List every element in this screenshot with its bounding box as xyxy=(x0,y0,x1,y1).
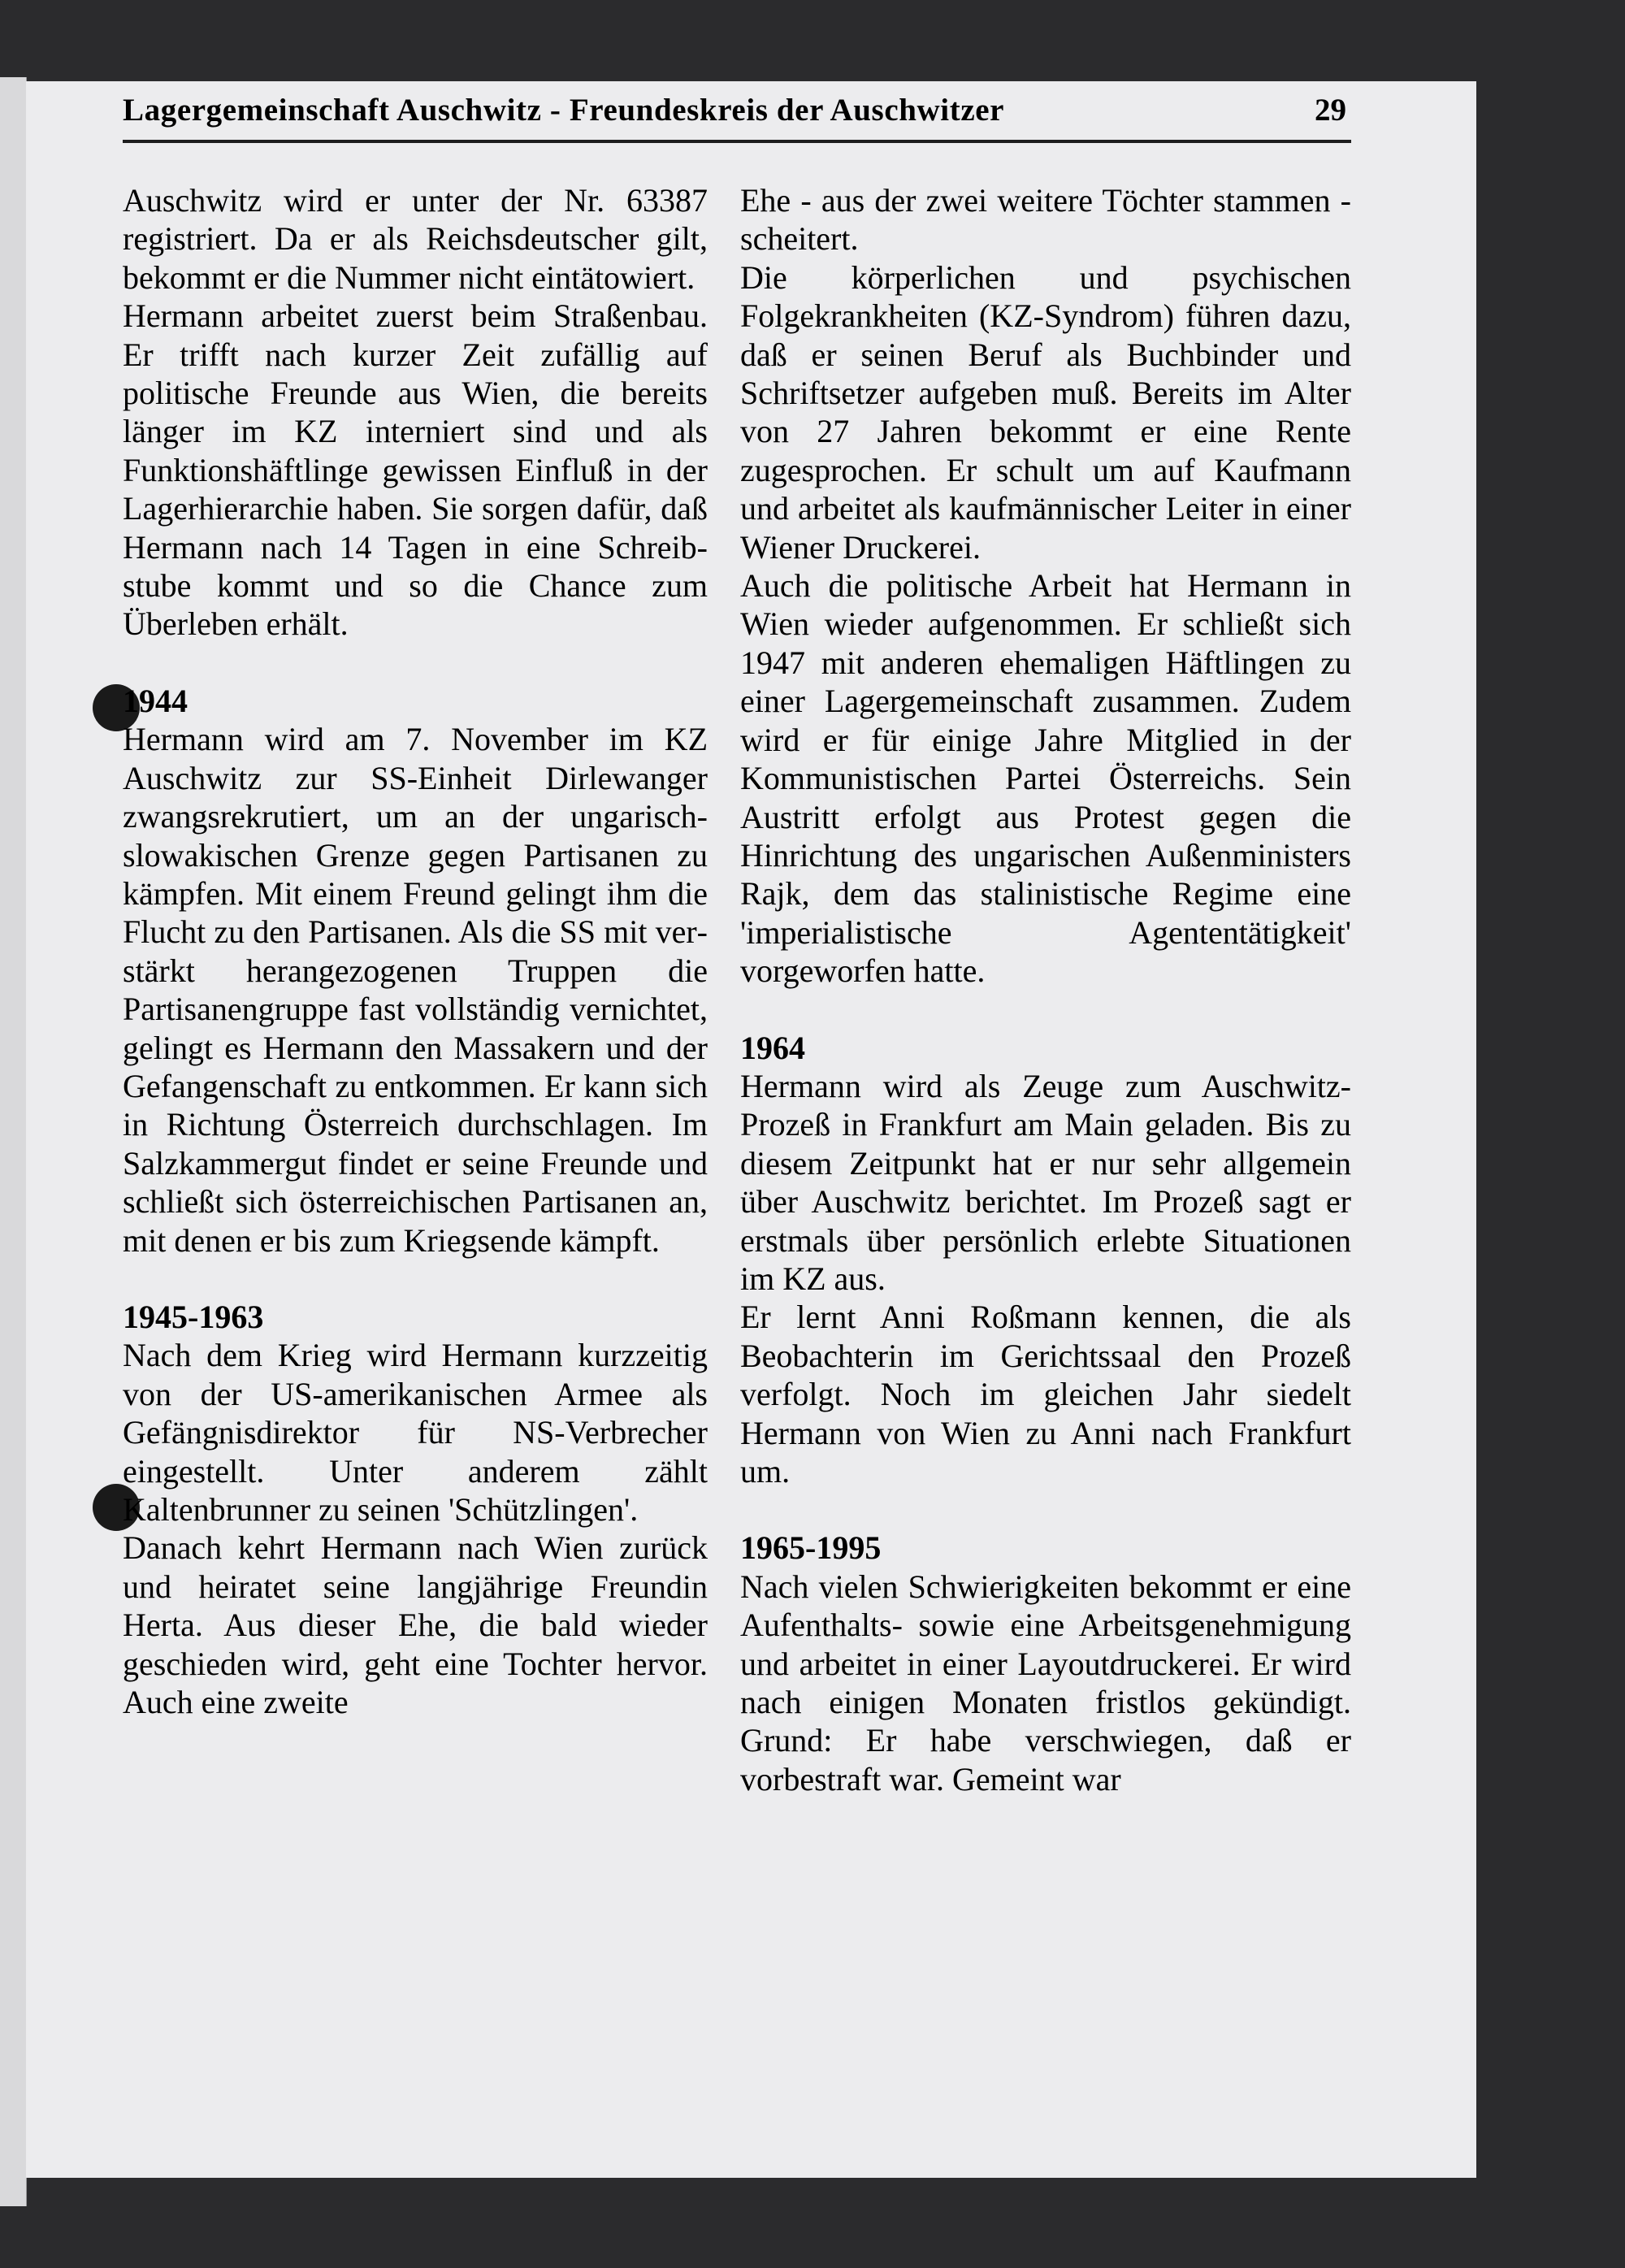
paragraph: Die körperlichen und psychischen Folgekrankheiten (KZ-Syndrom) führen dazu, daß er seinen Beruf als Buchbinder und Schriftsetzer aufgeben muß. Bereits im Alter von 27 Jahren bekommt er eine Rente zugesprochen. Er schult um auf Kaufmann und arbeitet als kaufmännischer Leiter in einer Wiener Druckerei. xyxy=(740,258,1351,566)
paragraph: Hermann wird als Zeuge zum Auschwitz-Prozeß in Frankfurt am Main geladen. Bis zu diesem Zeitpunkt hat er nur sehr allgemein über Auschwitz berichtet. Im Prozeß sagt er erstmals über persönlich erlebte Situationen im KZ aus. xyxy=(740,1067,1351,1297)
page-number: 29 xyxy=(1315,93,1346,128)
section-heading-1945-1963: 1945-1963 xyxy=(123,1298,264,1335)
section-heading-1965-1995: 1965-1995 xyxy=(740,1529,882,1567)
section-heading-1964: 1964 xyxy=(740,1029,805,1066)
paragraph: Er lernt Anni Roßmann kennen, die als Beobachterin im Gerichtssaal den Prozeß verfolgt. Noch im gleichen Jahr siedelt Hermann von Wien zu Anni nach Frankfurt um. xyxy=(740,1299,1351,1490)
paragraph: Nach dem Krieg wird Hermann kurzzeitig von der US-amerikanischen Armee als Gefängnisdirektor für NS-Verbrecher eingestellt. Unter anderem zählt Kaltenbrunner zu seinen 'Schützlingen'. xyxy=(123,1337,708,1528)
paragraph: Auch die politische Arbeit hat Hermann in Wien wieder aufgenommen. Er schließt sich 1947 mit anderen ehemaligen Häftlingen zu einer Lagergemeinschaft zusammen. Zudem wird er für einige Jahre Mitglied in der Kommunistischen Partei Österreichs. Sein Austritt erfolgt aus Protest gegen die Hinrichtung des ungarischen Außenministers Rajk, dem das stalinistische Regime eine 'imperialistische Agententätigkeit' vorgeworfen hatte. xyxy=(740,567,1351,990)
paragraph: Nach vielen Schwierigkeiten bekommt er eine Aufenthalts- sowie eine Arbeitsgenehmigung und arbeitet in einer Layoutdruckerei. Er wird nach einigen Monaten fristlos gekündigt. Grund: Er habe verschwiegen, daß er vorbestraft war. Gemeint war xyxy=(740,1568,1351,1797)
section-heading-1944: 1944 xyxy=(123,682,188,719)
paragraph: Danach kehrt Hermann nach Wien zurück und heiratet seine langjährige Freundin Herta. Aus dieser Ehe, die bald wieder geschieden wird, geht eine Tochter hervor. Auch eine zweite xyxy=(123,1529,708,1721)
paragraph: Ehe - aus der zwei weitere Töchter stammen - scheitert. xyxy=(740,182,1351,258)
running-header xyxy=(123,81,1351,143)
header-title: Lagergemeinschaft Auschwitz - Freundeskreis der Auschwitzer xyxy=(123,93,1005,128)
paragraph: Hermann arbeitet zuerst beim Straßenbau. Er trifft nach kurzer Zeit zufällig auf politische Freunde aus Wien, die bereits länger im KZ interniert sind und als Funktionshäftlinge gewissen Einfluß in der Lagerhierarchie haben. Sie sorgen dafür, daß Hermann nach 14 Tagen in eine Schreibstube kommt und so die Chance zum Überleben erhält. xyxy=(123,297,708,643)
adjacent-page-edge xyxy=(0,77,27,2206)
paragraph: Auschwitz wird er unter der Nr. 63387 registriert. Da er als Reichsdeutscher gilt, bekommt er die Nummer nicht eintätowiert. xyxy=(123,182,708,296)
right-column xyxy=(740,181,1351,1798)
left-column xyxy=(123,181,708,1721)
paragraph: Hermann wird am 7. November im KZ Auschwitz zur SS-Einheit Dirlewanger zwangsrekrutiert, um an der ungarisch-slowakischen Grenze gegen Partisanen zu kämpfen. Mit einem Freund gelingt ihm die Flucht zu den Partisanen. Als die SS mit verstärkt herangezogenen Truppen die Partisanengruppe fast vollständig vernichtet, gelingt es Hermann den Massakern und der Gefangenschaft zu entkommen. Er kann sich in Richtung Österreich durchschlagen. Im Salzkammergut findet er seine Freunde und schließt sich österreichischen Partisanen an, mit denen er bis zum Kriegsende kämpft. xyxy=(123,721,708,1259)
